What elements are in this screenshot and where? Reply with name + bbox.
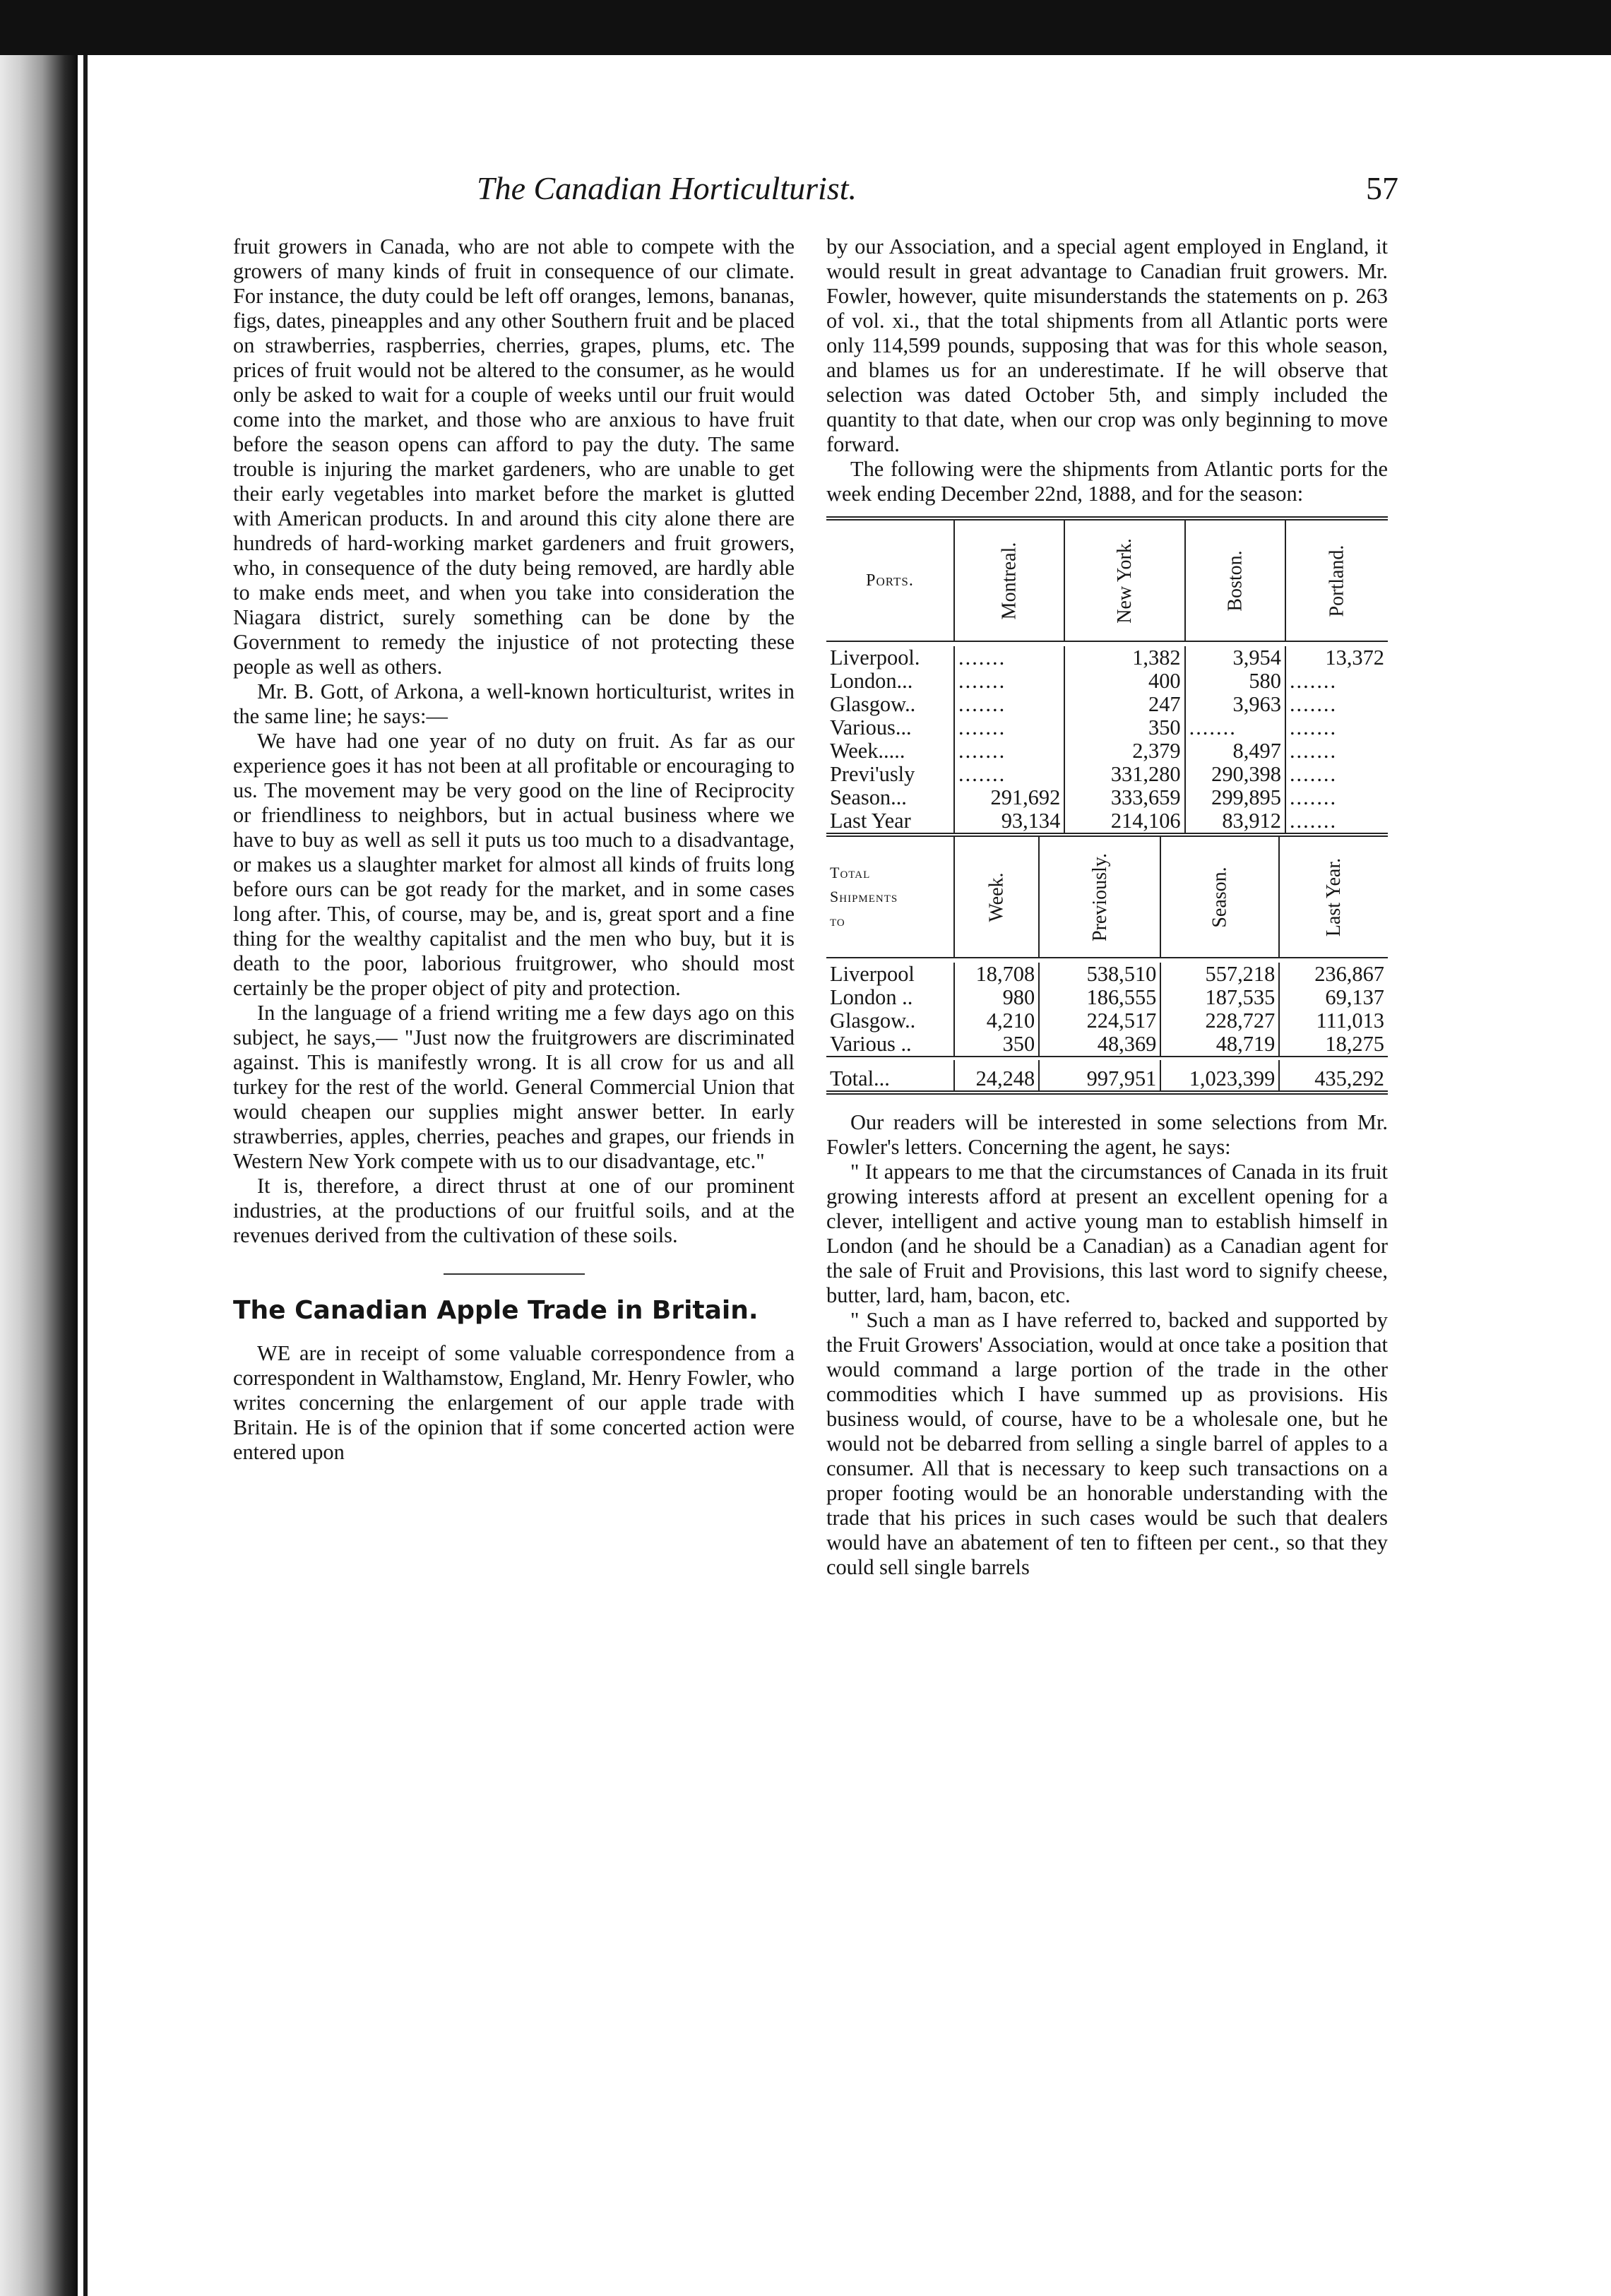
paragraph: In the language of a friend writing me a few days ago on this subject, he says,— "Just now the fruitgrowers are discriminated against. This is manifestly wrong. It is all crow for us and all turkey for the rest of the world. General Commercial Union that would cheapen our supplies might answer better. In early strawberries, apples, cherries, peaches and grapes, our friends in Western New York compete with us to our disadvantage, etc.": [233, 1001, 795, 1173]
table-header-row: [826, 521, 1388, 641]
scan-top-border: [0, 0, 1611, 55]
column-header-label: Week.: [985, 872, 1008, 922]
table-cell: .......: [954, 670, 1064, 693]
table-cell: .......: [1185, 716, 1285, 739]
table-total-row: [826, 1060, 1388, 1090]
row-label: London ..: [826, 986, 954, 1009]
column-header: [954, 837, 1039, 958]
paragraph: It is, therefore, a direct thrust at one of our prominent industries, at the productions of our fruitful soils, and at the revenues derived from the cultivation of these soils.: [233, 1174, 795, 1247]
table-cell: 980: [954, 986, 1039, 1009]
table-row: [826, 670, 1388, 693]
column-header-label: Last Year.: [1323, 857, 1345, 937]
row-label: Last Year: [826, 809, 954, 833]
table-cell: .......: [954, 716, 1064, 739]
column-header: [1160, 837, 1279, 958]
table-cell: .......: [1289, 809, 1338, 833]
table-cell: 214,106: [1064, 809, 1184, 833]
page-number: 57: [1366, 170, 1398, 206]
table-cell: 350: [1064, 716, 1184, 739]
section-divider: [444, 1273, 585, 1275]
column-header: [1185, 521, 1285, 641]
table-cell: .......: [1289, 762, 1338, 786]
quoted-letter: " Such a man as I have referred to, backed and supported by the Fruit Growers' Association, would at once take a position that would command a large portion of the trade in the other commodities which I have summed up as provisions. His business would, of course, have to be a wholesale one, but he would not be debarred from selling a single barrel of apples to a consumer. All that is necessary to keep such transactions on a proper footing would be an honorable understanding with the trade that his prices in such cases would be such that dealers would have an abatement of ten to fifteen per cent., so that they could sell single barrels: [826, 1308, 1388, 1579]
table-row: [826, 1033, 1388, 1057]
paragraph: fruit growers in Canada, who are not able to compete with the growers of many kinds of fruit in consequence of our climate. For instance, the duty could be left off oranges, lemons, bananas, figs, dates, pineapples and any other Southern fruit and be placed on strawberries, raspberries, cherries, grapes, plums, etc. The prices of fruit would not be altered to the consumer, as he would only be asked to wait for a couple of weeks until our fruit would come into the market, and those who are anxious to have fruit before the season opens can afford to pay the duty. The same trouble is injuring the market gardeners, who are unable to get their early vegetables into market before the market is glutted with American products. In and around this city alone there are hundreds of hard-working market gardeners and fruit growers, who, in consequence of the duty being removed, are hardly able to make ends meet, and when you take into consideration the Niagara district, surely something can be done by the Government to remedy the injustice of not protecting these people as well as others.: [233, 234, 795, 679]
table-cell: 557,218: [1160, 963, 1279, 986]
table-cell: 228,727: [1160, 1009, 1279, 1033]
table-row: [826, 646, 1388, 670]
table-cell: 187,535: [1160, 986, 1279, 1009]
ports-table-body: [826, 646, 1388, 833]
page-header: [120, 169, 1398, 212]
paragraph: The following were the shipments from Atlantic ports for the week ending December 22nd, 1888, and for the season:: [826, 457, 1388, 506]
table-row: [826, 786, 1388, 809]
row-label: Season...: [826, 786, 954, 809]
table-cell: 331,280: [1064, 763, 1184, 786]
column-header: [1285, 521, 1388, 641]
table-cell: 48,719: [1160, 1033, 1279, 1057]
row-label: Glasgow..: [826, 693, 954, 716]
table-cell: .......: [1289, 669, 1338, 693]
table-corner-label: [826, 837, 954, 958]
table-row: [826, 1009, 1388, 1033]
quoted-letter: We have had one year of no duty on fruit. As far as our experience goes it has not been at all profitable or encouraging to us. The movement may be very good on the line of Reciprocity or friendliness to neighbors, but in actual business where we have to buy as well as sell it puts us too much to a disadvantage, or makes us a slaughter market for almost all kinds of fruits long before ours can be got ready for the market, and in some cases long after. This, of course, may be, and is, great sport and a fine thing for the wealthy capitalist and the men who buy, but it is death to the poor, laborious fruitgrower, who should most certainly be the proper object of pity and protection.: [233, 729, 795, 1000]
column-header-label: Previously.: [1088, 853, 1111, 941]
column-header-label: Portland.: [1326, 545, 1348, 617]
quoted-letter: " It appears to me that the circumstances of Canada in its fruit growing interests afford at present an excellent opening for a clever, intelligent and active young man to establish himself in London (and he should be a Canadian) as a Canadian agent for the sale of Fruit and Provisions, this last word to signify cheese, butter, lard, ham, bacon, etc.: [826, 1160, 1388, 1307]
table-cell: .......: [954, 739, 1064, 763]
corner-label-line: Shipments: [830, 888, 898, 905]
table-cell: 2,379: [1064, 739, 1184, 763]
table-cell: 236,867: [1314, 962, 1384, 986]
table-cell: 18,708: [954, 963, 1039, 986]
ports-table: [826, 521, 1388, 833]
left-column: [233, 234, 795, 1465]
table-cell: .......: [1289, 785, 1338, 809]
table-cell: 93,134: [954, 809, 1064, 833]
table-row: [826, 763, 1388, 786]
table-cell: 435,292: [1314, 1066, 1384, 1090]
row-label: Week.....: [826, 739, 954, 763]
table-row: [826, 716, 1388, 739]
corner-label-line: to: [830, 912, 845, 929]
table-row: [826, 986, 1388, 1009]
column-header-label: Season.: [1208, 867, 1231, 928]
article-title: The Canadian Apple Trade in Britain.: [233, 1296, 759, 1325]
table-cell: .......: [1289, 739, 1338, 763]
table-bottom-rule: [826, 1090, 1388, 1095]
table-cell: 13,372: [1325, 646, 1384, 670]
table-cell: 333,659: [1064, 786, 1184, 809]
table-cell: 186,555: [1039, 986, 1160, 1009]
table-row: [826, 693, 1388, 716]
paragraph: Mr. B. Gott, of Arkona, a well-known horticulturist, writes in the same line; he says:—: [233, 679, 795, 728]
row-label: Various ..: [826, 1033, 954, 1057]
column-header: [1064, 521, 1184, 641]
table-cell: 1,023,399: [1160, 1060, 1279, 1090]
table-cell: 4,210: [954, 1009, 1039, 1033]
totals-table-body: [826, 963, 1388, 1057]
table-header-row: [826, 837, 1388, 958]
table-cell: 247: [1064, 693, 1184, 716]
column-header: [1279, 837, 1388, 958]
table-row: [826, 809, 1388, 833]
table-cell: 580: [1185, 670, 1285, 693]
table-cell: 538,510: [1039, 963, 1160, 986]
totals-table: [826, 837, 1388, 1090]
table-cell: 24,248: [954, 1060, 1039, 1090]
column-header-label: Boston.: [1224, 550, 1247, 612]
table-cell: 69,137: [1325, 985, 1384, 1009]
row-label: Liverpool: [826, 963, 954, 986]
table-row: [826, 963, 1388, 986]
table-cell: .......: [1289, 715, 1338, 739]
table-cell: .......: [954, 693, 1064, 716]
column-header: [1039, 837, 1160, 958]
row-label: Glasgow..: [826, 1009, 954, 1033]
row-label: Previ'usly: [826, 763, 954, 786]
table-cell: 3,963: [1185, 693, 1285, 716]
table-cell: 18,275: [1325, 1032, 1384, 1056]
right-column: [826, 234, 1388, 1580]
row-label: Various...: [826, 716, 954, 739]
corner-label-line: Total: [830, 864, 871, 881]
table-cell: .......: [1289, 692, 1338, 716]
table-cell: 1,382: [1064, 646, 1184, 670]
page-edge-line: [83, 55, 88, 2296]
table-cell: 111,013: [1316, 1009, 1384, 1033]
table-cell: 8,497: [1185, 739, 1285, 763]
running-title: The Canadian Horticulturist.: [477, 170, 857, 206]
row-label: Liverpool.: [826, 646, 954, 670]
table-cell: 291,692: [954, 786, 1064, 809]
table-cell: 3,954: [1185, 646, 1285, 670]
table-cell: 350: [954, 1033, 1039, 1057]
table-cell: 83,912: [1185, 809, 1285, 833]
table-corner-label: Ports.: [826, 521, 954, 641]
table-cell: 400: [1064, 670, 1184, 693]
table-cell: 290,398: [1185, 763, 1285, 786]
table-cell: 997,951: [1039, 1060, 1160, 1090]
table-cell: .......: [954, 646, 1064, 670]
table-row: [826, 739, 1388, 763]
table-cell: 224,517: [1039, 1009, 1160, 1033]
column-header: [954, 521, 1064, 641]
row-label: London...: [826, 670, 954, 693]
column-header-label: New York.: [1113, 538, 1136, 624]
table-cell: 299,895: [1185, 786, 1285, 809]
article-intro: WE are in receipt of some valuable correspondence from a correspondent in Walthamstow, England, Mr. Henry Fowler, who writes concerning the enlargement of our apple trade with Britain. He is of the opinion that if some concerted action were entered upon: [233, 1341, 795, 1464]
table-cell: 48,369: [1039, 1033, 1160, 1057]
column-header-label: Montreal.: [998, 542, 1021, 620]
table-cell: .......: [954, 763, 1064, 786]
paragraph: Our readers will be interested in some selections from Mr. Fowler's letters. Concerning the agent, he says:: [826, 1110, 1388, 1159]
paragraph: by our Association, and a special agent employed in England, it would result in great advantage to Canadian fruit growers. Mr. Fowler, however, quite misunderstands the statements on p. 263 of vol. xi., that the total shipments from all Atlantic ports were only 114,599 pounds, supposing that was for this whole season, and blames us for an underestimate. If he will observe that selection was dated October 5th, and simply included the quantity to that date, when our crop was only beginning to move forward.: [826, 234, 1388, 456]
row-label: Total...: [826, 1060, 954, 1090]
scan-binding-edge: [0, 55, 78, 2296]
